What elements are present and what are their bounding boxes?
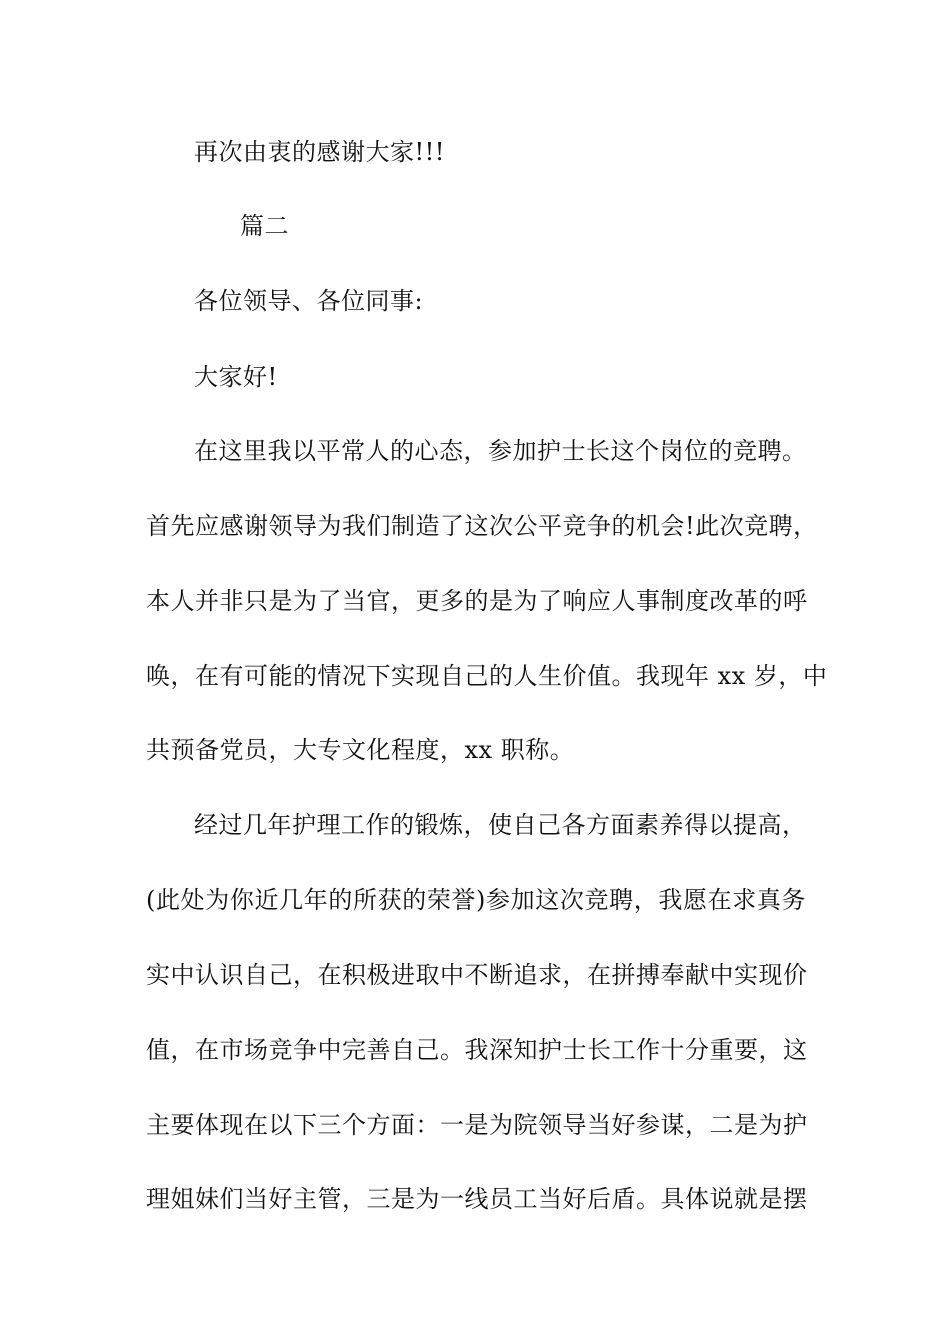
paragraph2-line: 经过几年护理工作的锻炼，使自己各方面素养得以提高， bbox=[194, 811, 807, 839]
greeting: 大家好! bbox=[194, 363, 278, 391]
paragraph2-line: 理姐妹们当好主管，三是为一线员工当好后盾。具体说就是摆 bbox=[146, 1185, 808, 1213]
paragraph1-line: 共预备党员，大专文化程度，xx 职称。 bbox=[146, 736, 575, 764]
paragraph2-line: 值，在市场竞争中完善自己。我深知护士长工作十分重要，这 bbox=[146, 1036, 808, 1064]
paragraph2-line: 实中认识自己，在积极进取中不断追求，在拼搏奉献中实现价 bbox=[146, 961, 808, 989]
salutation: 各位领导、各位同事: bbox=[194, 287, 424, 315]
paragraph1-line: 唤，在有可能的情况下实现自己的人生价值。我现年 xx 岁，中 bbox=[146, 662, 828, 690]
paragraph1-line: 本人并非只是为了当官，更多的是为了响应人事制度改革的呼 bbox=[146, 587, 808, 615]
paragraph1-line: 首先应感谢领导为我们制造了这次公平竞争的机会!此次竞聘， bbox=[146, 512, 818, 540]
paragraph2-line: 主要体现在以下三个方面：一是为院领导当好参谋，二是为护 bbox=[146, 1111, 808, 1139]
closing-line: 再次由衷的感谢大家!!! bbox=[194, 138, 445, 166]
paragraph2-line: (此处为你近几年的所获的荣誉)参加这次竞聘，我愿在求真务 bbox=[146, 886, 806, 914]
section-title: 篇二 bbox=[240, 212, 289, 240]
paragraph1-line: 在这里我以平常人的心态，参加护士长这个岗位的竞聘。 bbox=[194, 437, 807, 465]
